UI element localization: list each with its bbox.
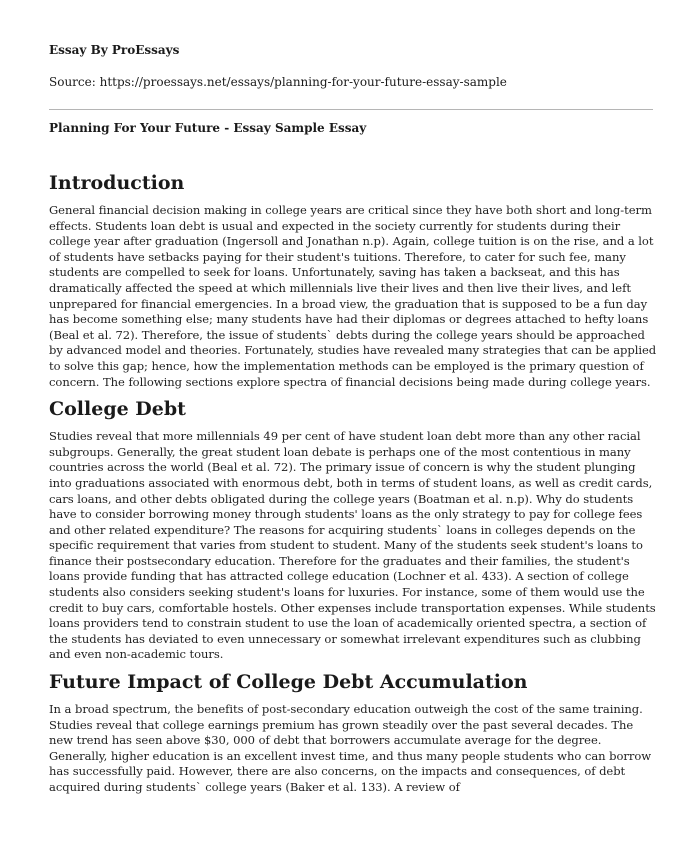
document-header bbox=[49, 42, 659, 89]
section-heading: Introduction bbox=[49, 172, 185, 194]
essay-body bbox=[49, 170, 657, 802]
section-future-impact bbox=[49, 669, 657, 796]
source-line: Source: https://proessays.net/essays/planning-for-your-future-essay-sample bbox=[49, 75, 507, 89]
site-title: Essay By ProEssays bbox=[49, 43, 180, 57]
header-divider bbox=[49, 109, 653, 110]
section-paragraph: General financial decision making in college years are critical since they have both short and long-term effects. Students loan debt is usual and expected in the society currently for students during their college year after graduation (Ingersoll and Jonathan n.p). Again, college tuition is on the rise, and a lot of students have setbacks paying for their student's tuitions. Therefore, to cater for such fee, many students are compelled to seek for loans. Unfortunately, saving has taken a backseat, and this has dramatically affected the speed at which millennials live their lives and then live their lives, and left unprepared for financial emergencies. In a broad view, the graduation that is supposed to be a fun day has become something else; many students have had their diplomas or degrees attached to hefty loans (Beal et al. 72). Therefore, the issue of students` debts during the college years should be approached by advanced model and theories. Fortunately, studies have revealed many strategies that can be applied to solve this gap; hence, how the implementation methods can be employed is the primary question of concern. The following sections explore spectra of financial decisions being made during college years. bbox=[49, 203, 657, 389]
section-heading: College Debt bbox=[49, 398, 186, 421]
essay-title: Planning For Your Future - Essay Sample Essay bbox=[49, 121, 367, 135]
section-heading: Future Impact of College Debt Accumulation bbox=[49, 671, 528, 694]
section-paragraph: Studies reveal that more millennials 49 per cent of have student loan debt more than any other racial subgroups. Generally, the great student loan debate is perhaps one of the most contentious in many countries across the world (Beal et al. 72). The primary issue of concern is why the student plunging into graduations associated with enormous debt, both in terms of student loans, as well as credit cards, cars loans, and other debts obligated during the college years (Boatman et al. n.p). Why do students have to consider borrowing money through students' loans as the only strategy to pay for college fees and other related expenditure? The reasons for acquiring students` loans in colleges depends on the specific requirement that varies from student to student. Many of the students seek student's loans to finance their postsecondary education. Therefore for the graduates and their families, the student's loans provide funding that has attracted college education (Lochner et al. 433). A section of college students also considers seeking student's loans for luxuries. For instance, some of them would use the credit to buy cars, comfortable hostels. Other expenses include transportation expenses. While students loans providers tend to constrain student to use the loan of academically oriented spectra, a section of the students has deviated to even unnecessary or somewhat irrelevant expenditures such as clubbing and even non-academic tours. bbox=[49, 429, 656, 662]
section-college-debt bbox=[49, 396, 657, 663]
section-introduction bbox=[49, 170, 657, 390]
section-paragraph: In a broad spectrum, the benefits of post-secondary education outweigh the cost of the same training. Studies reveal that college earnings premium has grown steadily over the past several decades. The new trend has seen above $30, 000 of debt that borrowers accumulate average for the degree. Generally, higher education is an excellent invest time, and thus many people students who can borrow has successfully paid. However, there are also concerns, on the impacts and consequences, of debt acquired during students` college years (Baker et al. 133). A review of bbox=[49, 702, 652, 794]
